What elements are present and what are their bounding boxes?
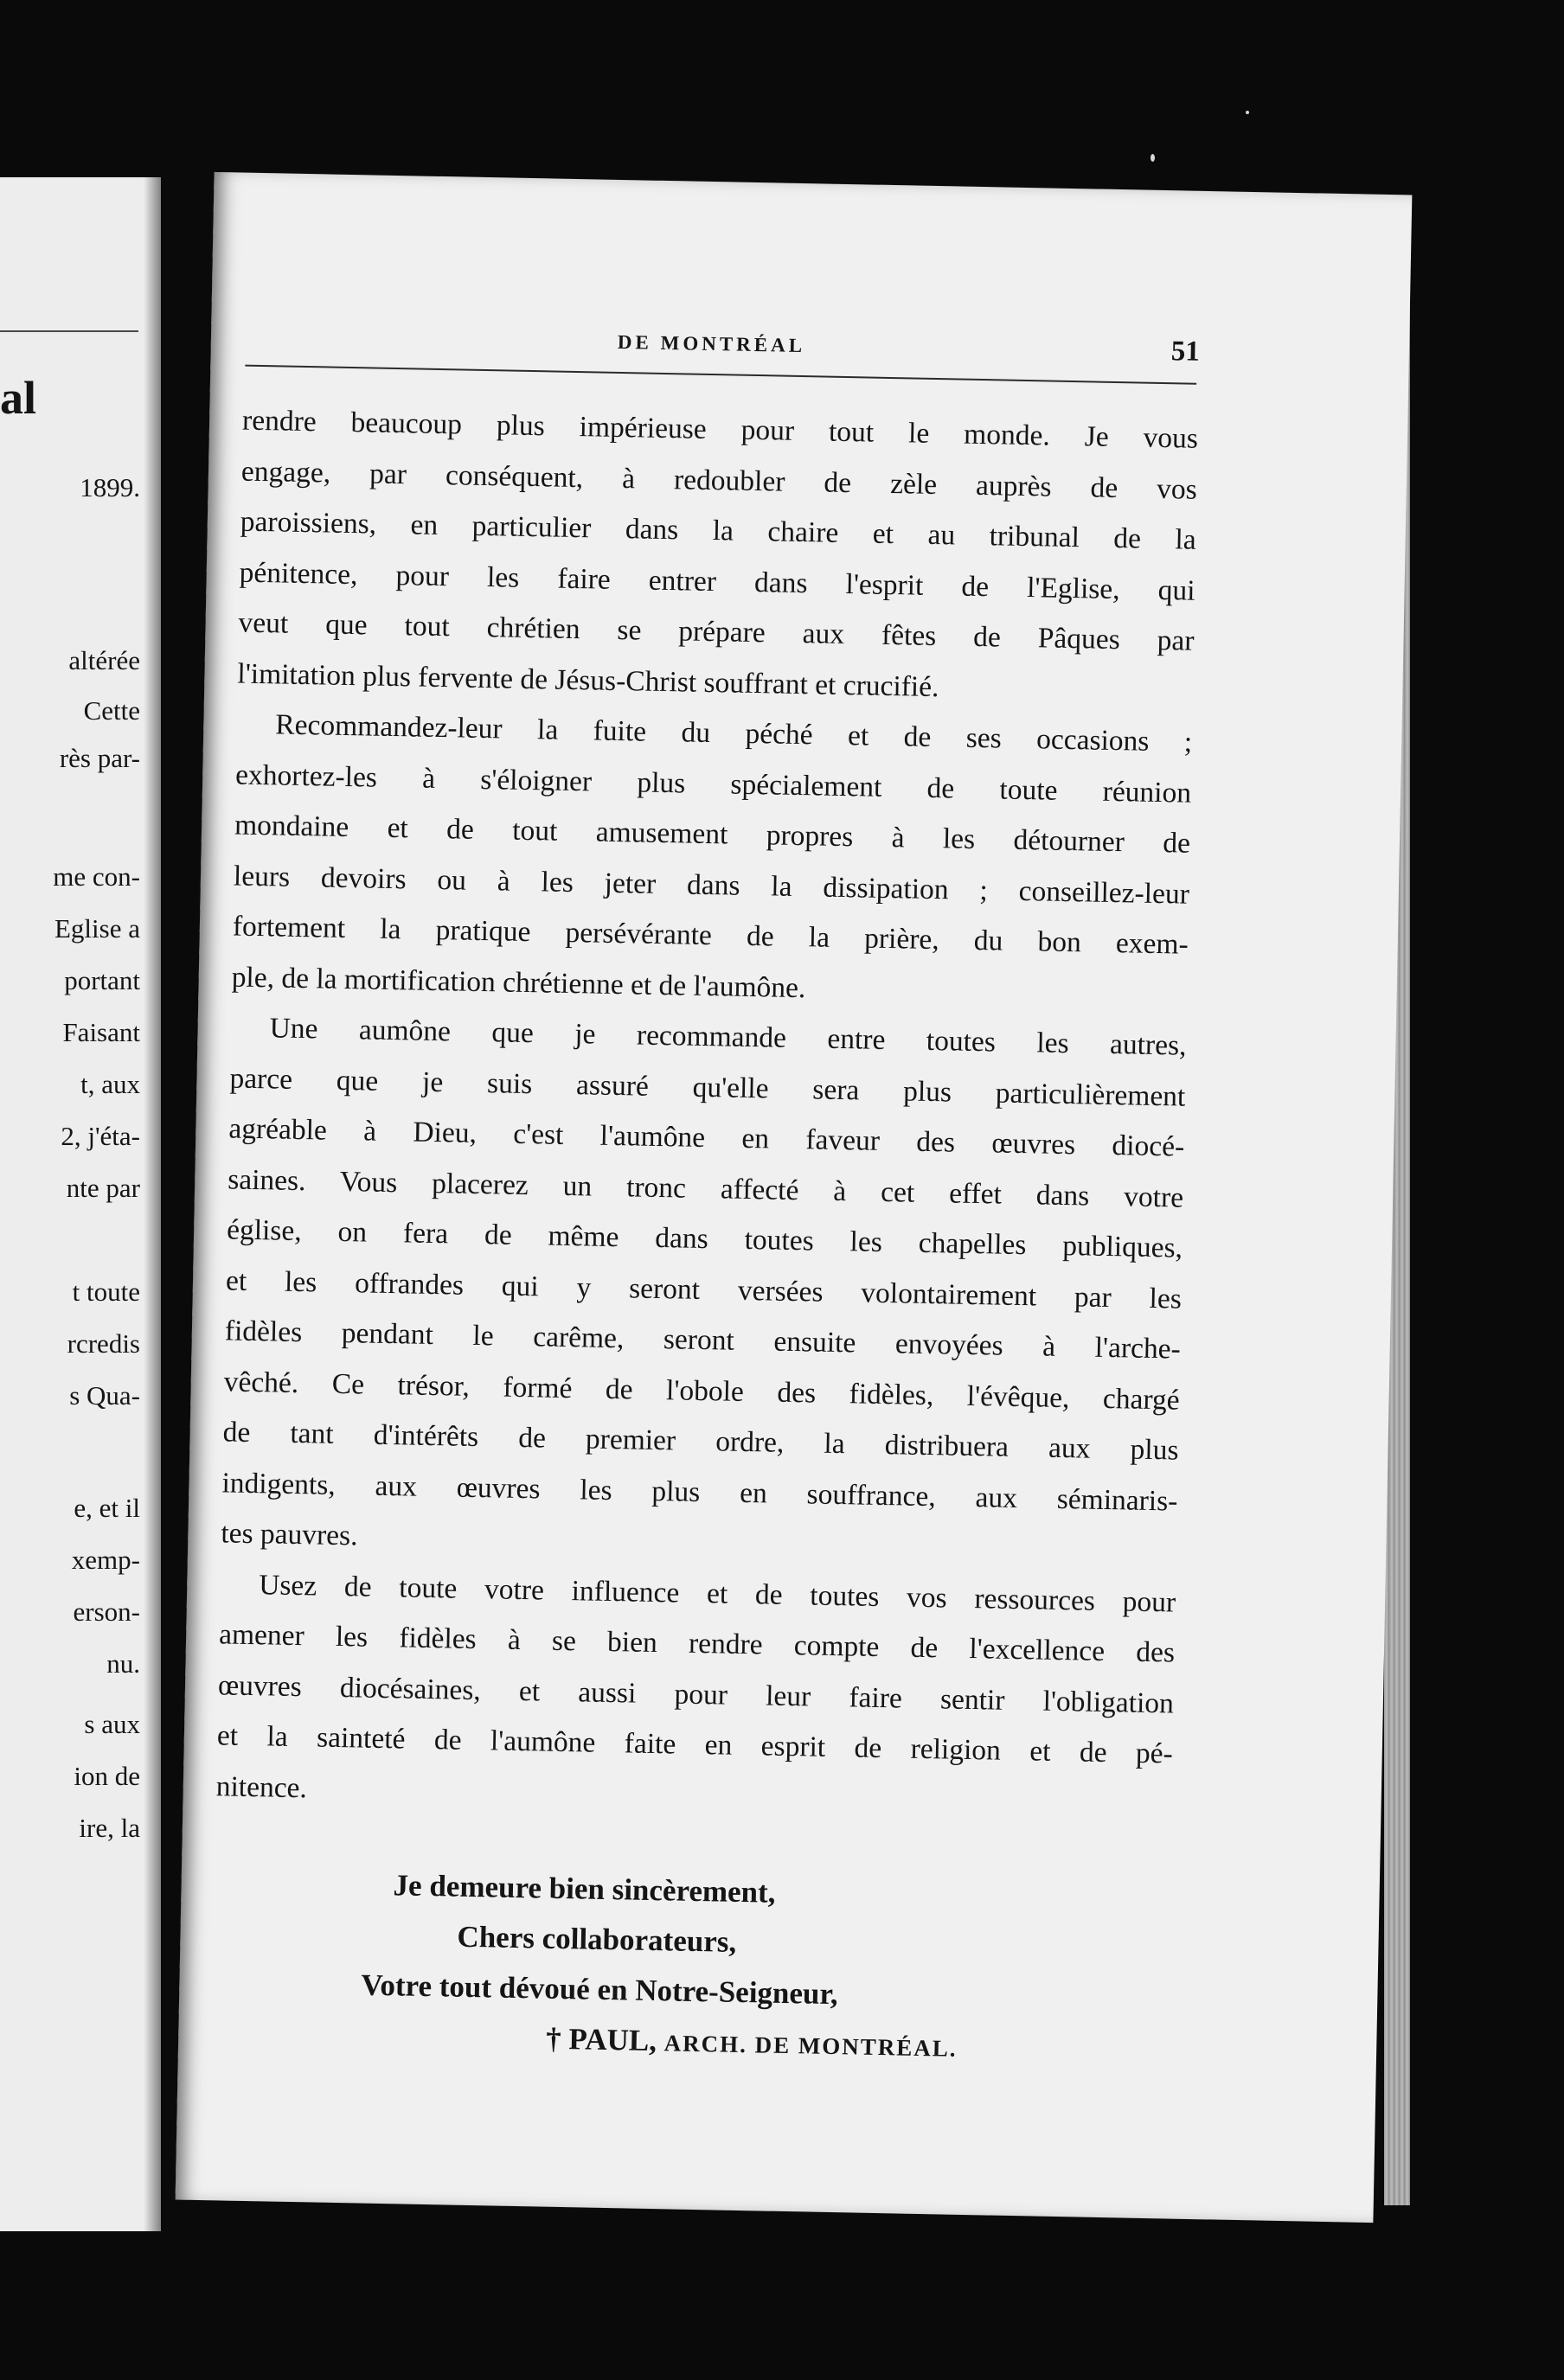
- closing-line-2: Chers collaborateurs,: [457, 1919, 737, 1959]
- text-line: de tant d'intérêts de premier ordre, la distribuera aux plus: [222, 1416, 1179, 1467]
- left-page-text-fragment: t toute: [72, 1276, 140, 1307]
- text-line: indigents, aux œuvres les plus en souffrance, aux séminaris-: [221, 1466, 1178, 1518]
- text-line: saines. Vous placerez un tronc affecté à cet effet dans votre: [227, 1162, 1184, 1214]
- closing-line-3: Votre tout dévoué en Notre-Seigneur,: [361, 1967, 838, 2012]
- left-page-text-fragment: nte par: [66, 1173, 140, 1203]
- left-page-gutter-shadow: [144, 177, 161, 2231]
- text-line: Recommandez-leur la fuite du péché et de ses occasions ;: [275, 708, 1193, 758]
- left-page-text-fragment: rcredis: [67, 1328, 140, 1359]
- text-line: mondaine et de tout amusement propres à les détourner de: [234, 809, 1191, 860]
- left-page-text-fragment: Eglise a: [54, 913, 140, 944]
- text-line: fidèles pendant le carême, seront ensuite envoyées à l'arche-: [224, 1315, 1182, 1366]
- left-page-text-fragment: erson-: [73, 1596, 140, 1627]
- left-page-text-fragment: ion de: [74, 1761, 140, 1791]
- left-facing-page: [0, 177, 161, 2231]
- left-page-text-fragment: e, et il: [74, 1493, 140, 1523]
- left-page-text-fragment: t, aux: [80, 1069, 140, 1099]
- text-line: œuvres diocésaines, et aussi pour leur faire sentir l'obligation: [217, 1668, 1175, 1720]
- body-paragraph: [237, 396, 1199, 718]
- scan-speck: [1151, 154, 1155, 162]
- text-line: agréable à Dieu, c'est l'aumône en faveur des œuvres diocé-: [228, 1112, 1185, 1163]
- body-text: [215, 396, 1198, 1831]
- left-page-text-fragment: nu.: [106, 1648, 140, 1679]
- text-line: tes pauvres.: [221, 1517, 358, 1552]
- left-page-head-rule: [0, 330, 138, 332]
- text-line: Usez de toute votre influence et de toutes vos ressources pour: [258, 1568, 1176, 1619]
- text-line: parce que je suis assuré qu'elle sera plus particulièrement: [229, 1061, 1186, 1113]
- text-line: Une aumône que je recommande entre toutes les autres,: [269, 1012, 1187, 1062]
- text-line: pénitence, pour les faire entrer dans l'esprit de l'Eglise, qui: [239, 556, 1195, 607]
- text-line: paroissiens, en particulier dans la chaire et au tribunal de la: [240, 505, 1197, 556]
- left-page-text-fragment: rès par-: [59, 743, 140, 773]
- body-paragraph: [221, 1002, 1187, 1577]
- left-page-text-fragment: Cette: [83, 695, 140, 726]
- signature-title: ARCH. DE MONTRÉAL.: [663, 2030, 958, 2062]
- text-line: amener les fidèles à se bien rendre compte de l'excellence des: [218, 1618, 1176, 1669]
- left-page-text-fragment: 1899.: [80, 472, 140, 502]
- left-page-text-fragment: xemp-: [71, 1545, 140, 1575]
- main-page: [176, 172, 1413, 2223]
- left-page-text-fragment: s Qua-: [69, 1380, 140, 1411]
- scan-speck: [1246, 111, 1249, 114]
- running-head: DE MONTRÉAL: [617, 330, 806, 357]
- text-line: église, on fera de même dans toutes les chapelles publiques,: [226, 1213, 1183, 1264]
- left-page-heading-fragment: al: [0, 372, 37, 424]
- page-number: 51: [1170, 336, 1201, 368]
- left-page-text-fragment: s aux: [84, 1709, 140, 1739]
- closing-line-1: Je demeure bien sincèrement,: [393, 1868, 776, 1910]
- text-line: rendre beaucoup plus impérieuse pour tout le monde. Je vous: [241, 404, 1199, 455]
- body-paragraph: [231, 700, 1193, 1021]
- left-page-text-fragment: me con-: [53, 861, 140, 892]
- text-line: l'imitation plus fervente de Jésus-Christ souffrant et crucifié.: [237, 657, 939, 703]
- left-page-text-fragment: portant: [64, 965, 140, 995]
- left-page-text-fragment: Faisant: [62, 1017, 140, 1047]
- head-rule: [245, 365, 1196, 385]
- text-line: ple, de la mortification chrétienne et de l'aumône.: [231, 960, 806, 1004]
- text-line: engage, par conséquent, à redoubler de zèle auprès de vos: [240, 455, 1198, 506]
- text-line: leurs devoirs ou à les jeter dans la dissipation ; conseillez-leur: [233, 860, 1190, 911]
- left-page-text-fragment: ire, la: [79, 1813, 140, 1843]
- body-paragraph: [215, 1559, 1176, 1831]
- text-line: et la sainteté de l'aumône faite en esprit de religion et de pé-: [216, 1719, 1174, 1770]
- text-line: veut que tout chrétien se prépare aux fêtes de Pâques par: [238, 606, 1195, 657]
- text-line: vêché. Ce trésor, formé de l'obole des fidèles, l'évêque, chargé: [223, 1365, 1180, 1417]
- left-page-text-fragment: altérée: [68, 645, 140, 675]
- signature-name: † PAUL,: [545, 2021, 657, 2058]
- left-page-text-fragment: 2, j'éta-: [61, 1121, 140, 1151]
- text-line: nitence.: [215, 1769, 308, 1804]
- text-line: et les offrandes qui y seront versées volontairement par les: [225, 1264, 1183, 1315]
- closing-block: [178, 1857, 1380, 2082]
- text-line: exhortez-les à s'éloigner plus spécialement de toute réunion: [234, 758, 1192, 809]
- text-line: fortement la pratique persévérante de la prière, du bon exem-: [232, 910, 1189, 961]
